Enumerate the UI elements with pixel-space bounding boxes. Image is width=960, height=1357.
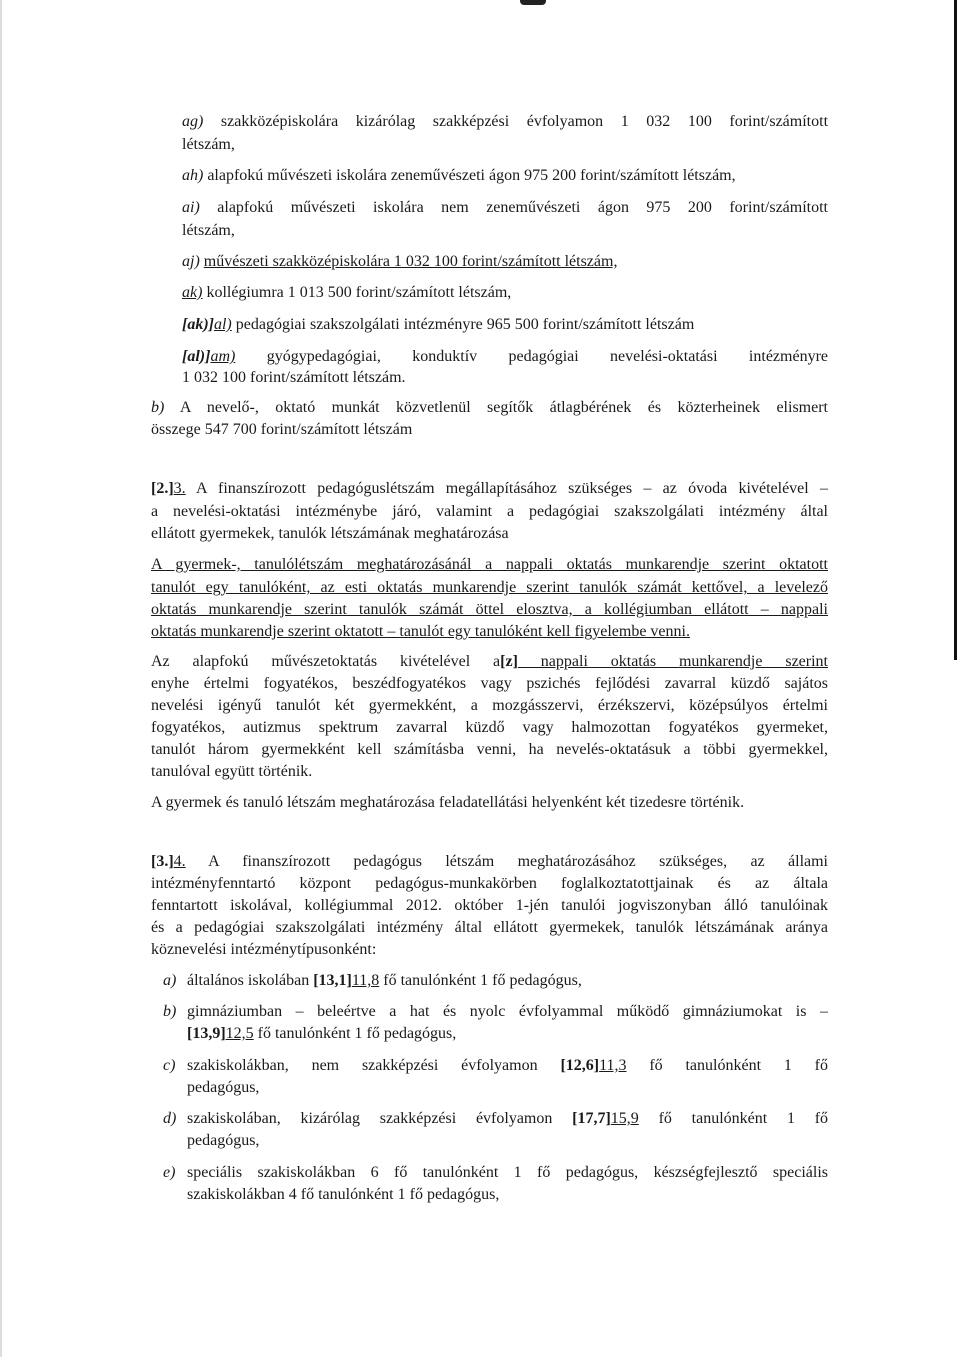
list-item-ai: ai) alapfokú művészeti iskolára nem zeneművészeti ágon 975 200 forint/számított: [182, 199, 829, 216]
scan-artifact-mark: [520, 0, 546, 5]
scan-edge: [0, 0, 2, 1357]
section-3-inserted-line: oktatás munkarendje szerint oktatott – tanulót egy tanulóként kell figyelembe venni.: [151, 623, 690, 640]
item-b: b) A nevelő-, oktató munkát közvetlenül segítők átlagbérének és közterheinek elismert: [151, 399, 828, 416]
section-4-line: köznevelési intézménytípusonként:: [151, 941, 377, 958]
section-3-line: ellátott gyermekek, tanulók létszámának meghatározása: [151, 525, 509, 542]
section-4-item-d: szakiskolában, kizárólag szakképzési évfolyamon [17,7]15,9 fő tanulónként 1 fő: [187, 1110, 829, 1127]
section-3-para2-line: nevelési igényű tanulót két gyermekként, a mozgásszervi, érzékszervi, középsúlyos értelmi: [151, 697, 828, 714]
list-item-am-cont: 1 032 100 forint/számított létszám.: [182, 369, 406, 386]
section-4-item-e-cont: szakiskolákban 4 fő tanulónként 1 fő pedagógus,: [187, 1186, 500, 1203]
list-item-ah: ah) alapfokú művészeti iskolára zeneművészeti ágon 975 200 forint/számított létszám,: [182, 167, 736, 184]
section-4-item-label: b): [163, 1003, 177, 1020]
section-3-para2-first: Az alapfokú művészetoktatás kivételével a[z] nappali oktatás munkarendje szerint: [151, 653, 828, 670]
section-4-item-c-cont: pedagógus,: [187, 1079, 260, 1096]
section-3-para2-line: fogyatékos, autizmus spektrum zavarral küzdő vagy halmozottan fogyatékos gyermeket,: [151, 719, 828, 736]
list-item-ak: ak) kollégiumra 1 013 500 forint/számított létszám,: [182, 284, 512, 301]
section-3-heading: [2.]3. A finanszírozott pedagóguslétszám megállapításához szükséges – az óvoda kivételével –: [151, 480, 828, 497]
list-item-ag: ag) szakközépiskolára kizárólag szakképzési évfolyamon 1 032 100 forint/számított: [182, 113, 829, 130]
section-4-item-a: általános iskolában [13,1]11,8 fő tanulónként 1 fő pedagógus,: [187, 972, 582, 989]
section-4-item-label: d): [163, 1110, 177, 1127]
list-item-am: [al)]am) gyógypedagógiai, konduktív pedagógiai nevelési-oktatási intézményre: [182, 348, 828, 365]
list-item-al: [ak)]al) pedagógiai szakszolgálati intézményre 965 500 forint/számított létszám: [182, 316, 695, 333]
section-4-line: fenntartott iskolával, kollégiummal 2012. október 1-jén tanulói jogviszonyban álló tanulóinak: [151, 897, 828, 914]
section-4-line: intézményfenntartó központ pedagógus-munkakörben foglalkoztatottjainak és az általa: [151, 875, 828, 892]
section-4-item-e: speciális szakiskolákban 6 fő tanulónként 1 fő pedagógus, készségfejlesztő speciális: [187, 1164, 828, 1181]
section-3-para2-line: tanulót három gyermekként kell számításba venni, ha nevelés-oktatásuk a többi gyermekkel,: [151, 741, 828, 758]
list-item-aj: aj) művészeti szakközépiskolára 1 032 100 forint/számított létszám,: [182, 253, 618, 270]
section-3-para2-line: tanulóval együtt történik.: [151, 763, 313, 780]
section-3-para3: A gyermek és tanuló létszám meghatározása feladatellátási helyenként két tizedesre történik.: [151, 794, 745, 811]
section-4-line: és a pedagógiai szakszolgálati intézmény által ellátott gyermekek, tanulók létszámának aránya: [151, 919, 828, 936]
section-3-para2-line: enyhe értelmi fogyatékos, beszédfogyatékos vagy pszichés fejlődési zavarral küzdő sajátos: [151, 675, 828, 692]
section-3-line: a nevelési-oktatási intézménybe járó, valamint a pedagógiai szakszolgálati intézmény által: [151, 503, 828, 520]
section-4-item-label: a): [163, 972, 177, 989]
section-4-item-label: e): [163, 1164, 176, 1181]
section-3-inserted-line: oktatás munkarendje szerint tanulók számát öttel elosztva, a kollégiumban ellátott – nappali: [151, 601, 828, 618]
section-4-item-b-cont: [13,9]12,5 fő tanulónként 1 fő pedagógus,: [187, 1025, 457, 1042]
section-4-item-d-cont: pedagógus,: [187, 1132, 260, 1149]
section-4-item-label: c): [163, 1057, 176, 1074]
section-3-inserted-line: tanulót egy tanulóként, az esti oktatás munkarendje szerint tanulók számát kettővel, a levelező: [151, 579, 828, 596]
section-3-inserted-line: A gyermek-, tanulólétszám meghatározásánál a nappali oktatás munkarendje szerint oktatott: [151, 556, 828, 573]
list-item-ai-cont: létszám,: [182, 222, 235, 239]
section-4-item-c: szakiskolákban, nem szakképzési évfolyamon [12,6]11,3 fő tanulónként 1 fő: [187, 1057, 829, 1074]
list-item-ag-cont: létszám,: [182, 136, 235, 153]
section-4-item-b: gimnáziumban – beleértve a hat és nyolc évfolyammal működő gimnáziumokat is –: [187, 1003, 828, 1020]
margin-change-bar: [954, 0, 957, 660]
section-4-heading: [3.]4. A finanszírozott pedagógus létszám meghatározásához szükséges, az állami: [151, 853, 829, 870]
item-b-cont: összege 547 700 forint/számított létszám: [151, 421, 413, 438]
